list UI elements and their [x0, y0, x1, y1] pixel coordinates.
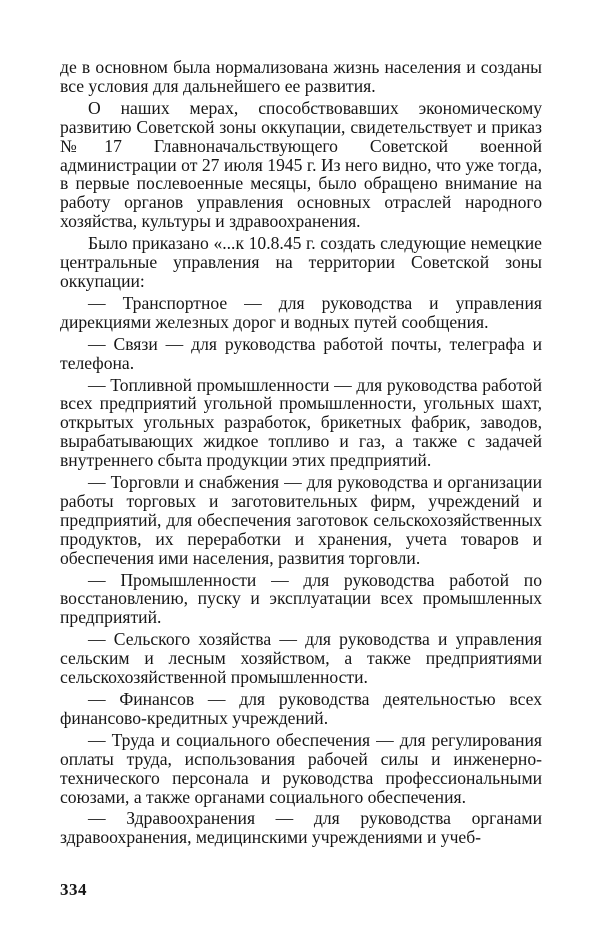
- list-item-industry: — Промышленности — для руководства работой по восстановлению, пуску и эксплуатации всех промышленных предприятий.: [60, 569, 542, 628]
- paragraph-continuation: де в основном была нормализована жизнь населения и созданы все условия для дальнейшего ее развития.: [60, 57, 542, 96]
- list-item-agriculture: — Сельского хозяйства — для руководства и управления сельским и лесным хозяйством, а также предприятиями сельскохозяйственной промышленности.: [60, 629, 542, 688]
- page-body: [60, 58, 542, 847]
- list-item-fuel-industry: — Топливной промышленности — для руководства работой всех предприятий угольной промышленности, угольных шахт, открытых угольных разработок, брикетных фабрик, заводов, вырабатывающих жидкое топливо и газ, а также с задачей внутреннего сбыта продукции этих предприятий.: [60, 374, 542, 471]
- list-item-transport: — Транспортное — для руководства и управления дирекциями железных дорог и водных путей сообщения.: [60, 292, 542, 332]
- paragraph-order-quote: Было приказано «...к 10.8.45 г. создать следующие немецкие центральные управления на территории Советской зоны оккупации:: [60, 233, 542, 291]
- list-item-communications: — Связи — для руководства работой почты, телеграфа и телефона.: [60, 333, 542, 373]
- list-item-health: — Здравоохранения — для руководства органами здравоохранения, медицинскими учреждениями и учеб-: [60, 808, 542, 848]
- paragraph-order-intro: О наших мерах, способствовавших экономическому развитию Советской зоны оккупации, свидетельствует и приказ №17 Главноначальствующего Советской военной администрации от 27 июля 1945 г. Из него видно, что уже тогда, в первые послевоенные месяцы, было обращено внимание на работу органов управления основных отраслей народного хозяйства, культуры и здравоохранения.: [60, 97, 542, 232]
- page-number: 334: [60, 880, 87, 899]
- list-item-labor-social: — Труда и социального обеспечения — для регулирования оплаты труда, использования рабочей силы и инженерно-технического персонала и руководства профессиональными союзами, а также органами социального обеспечения.: [60, 729, 542, 807]
- list-item-finance: — Финансов — для руководства деятельностью всех финансово-кредитных учреждений.: [60, 689, 542, 728]
- list-item-trade-supply: — Торговли и снабжения — для руководства и организации работы торговых и заготовительных фирм, учреждений и предприятий, для обеспечения заготовок сельскохозяйственных продуктов, их переработки и хранения, учета товаров и обеспечения ими населения, развития торговли.: [60, 472, 542, 568]
